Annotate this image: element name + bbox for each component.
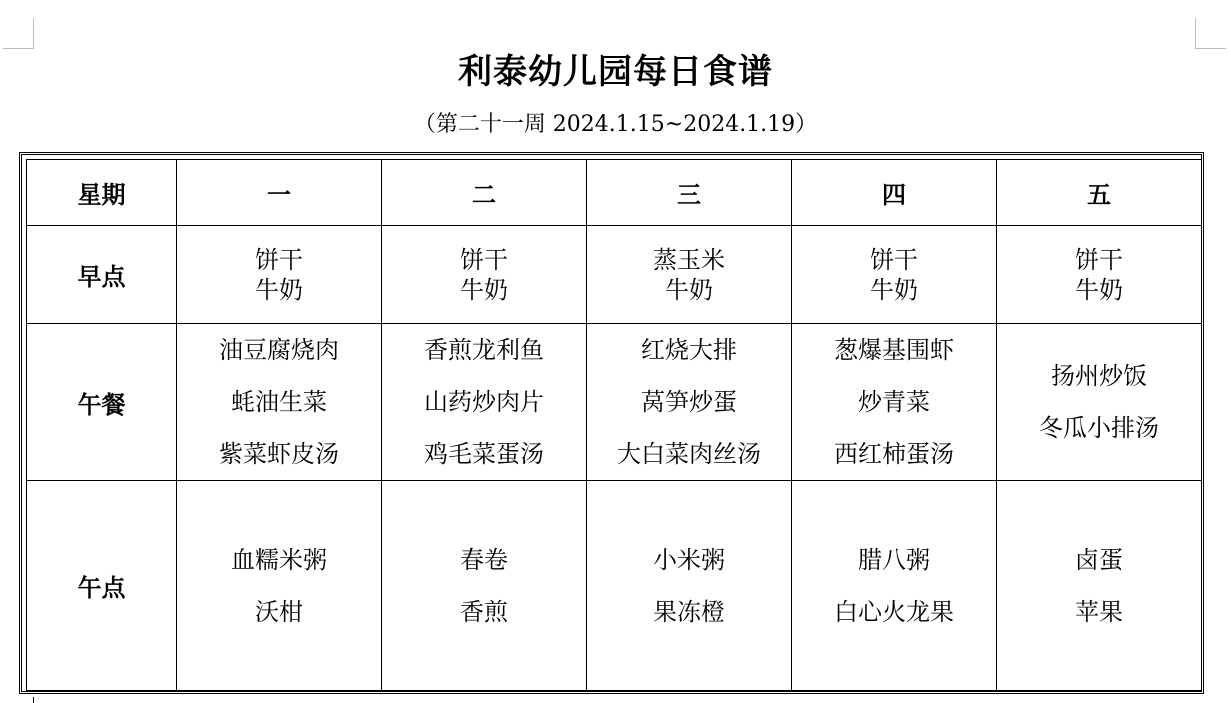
menu-item: 牛奶: [255, 275, 303, 304]
menu-item: 鸡毛菜蛋汤: [424, 440, 544, 468]
menu-item: 牛奶: [460, 275, 508, 304]
lunch-cell-fri: [997, 324, 1202, 481]
header-day-mon: 一: [177, 160, 382, 226]
page-corner-mark-top-left: [3, 18, 34, 49]
menu-item: 红烧大排: [641, 336, 737, 364]
menu-item: 果冻橙: [653, 597, 725, 626]
menu-item: 苹果: [1075, 597, 1123, 626]
menu-item: 冬瓜小排汤: [1039, 414, 1159, 442]
menu-item: 大白菜肉丝汤: [617, 440, 761, 468]
page-corner-mark-top-right: [1195, 18, 1226, 49]
menu-item: 春卷: [460, 545, 508, 574]
menu-item: 牛奶: [870, 275, 918, 304]
snack-cell-fri: [997, 481, 1202, 691]
header-row: [27, 160, 1202, 226]
menu-item: 炒青菜: [858, 388, 930, 416]
row-label-lunch: 午餐: [27, 324, 177, 481]
menu-item: 扬州炒饭: [1051, 362, 1147, 390]
snack-cell-tue: [382, 481, 587, 691]
week-date-range: （第二十一周 2024.1.15~2024.1.19）: [413, 112, 818, 137]
menu-item: 葱爆基围虾: [834, 336, 954, 364]
lunch-cell-wed: [587, 324, 792, 481]
menu-item: 油豆腐烧肉: [219, 336, 339, 364]
afternoon-snack-row: [27, 481, 1202, 691]
menu-item: 紫菜虾皮汤: [219, 440, 339, 468]
lunch-cell-tue: [382, 324, 587, 481]
breakfast-cell-tue: [382, 226, 587, 324]
snack-cell-thu: [792, 481, 997, 691]
snack-cell-wed: [587, 481, 792, 691]
menu-item: 莴笋炒蛋: [641, 388, 737, 416]
menu-item: 蒸玉米: [653, 245, 725, 274]
menu-item: 白心火龙果: [834, 597, 954, 626]
row-label-afternoon-snack: 午点: [27, 481, 177, 691]
menu-item: 牛奶: [665, 275, 713, 304]
menu-table-frame: [19, 152, 1204, 694]
text-cursor: [33, 697, 34, 703]
lunch-cell-mon: [177, 324, 382, 481]
snack-cell-mon: [177, 481, 382, 691]
header-day-thu: 四: [792, 160, 997, 226]
lunch-row: [27, 324, 1202, 481]
menu-item: 小米粥: [653, 545, 725, 574]
menu-item: 腊八粥: [858, 545, 930, 574]
menu-table: [26, 159, 1202, 691]
menu-item: 沃柑: [255, 597, 303, 626]
header-day-tue: 二: [382, 160, 587, 226]
menu-item: 山药炒肉片: [424, 388, 544, 416]
menu-item: 饼干: [1075, 245, 1123, 274]
breakfast-row: [27, 226, 1202, 324]
menu-item: 卤蛋: [1075, 545, 1123, 574]
menu-item: 香煎: [460, 597, 508, 626]
menu-item: 饼干: [460, 245, 508, 274]
menu-item: 饼干: [870, 245, 918, 274]
breakfast-cell-thu: [792, 226, 997, 324]
header-day-fri: 五: [997, 160, 1202, 226]
menu-item: 血糯米粥: [231, 545, 327, 574]
menu-item: 牛奶: [1075, 275, 1123, 304]
menu-item: 西红柿蛋汤: [834, 440, 954, 468]
breakfast-cell-wed: [587, 226, 792, 324]
header-day-wed: 三: [587, 160, 792, 226]
header-weekday-label: 星期: [27, 160, 177, 226]
menu-item: 饼干: [255, 245, 303, 274]
menu-item: 香煎龙利鱼: [424, 336, 544, 364]
menu-item: 蚝油生菜: [231, 388, 327, 416]
breakfast-cell-fri: [997, 226, 1202, 324]
breakfast-cell-mon: [177, 226, 382, 324]
lunch-cell-thu: [792, 324, 997, 481]
page-title: 利泰幼儿园每日食谱: [458, 52, 773, 92]
row-label-breakfast: 早点: [27, 226, 177, 324]
